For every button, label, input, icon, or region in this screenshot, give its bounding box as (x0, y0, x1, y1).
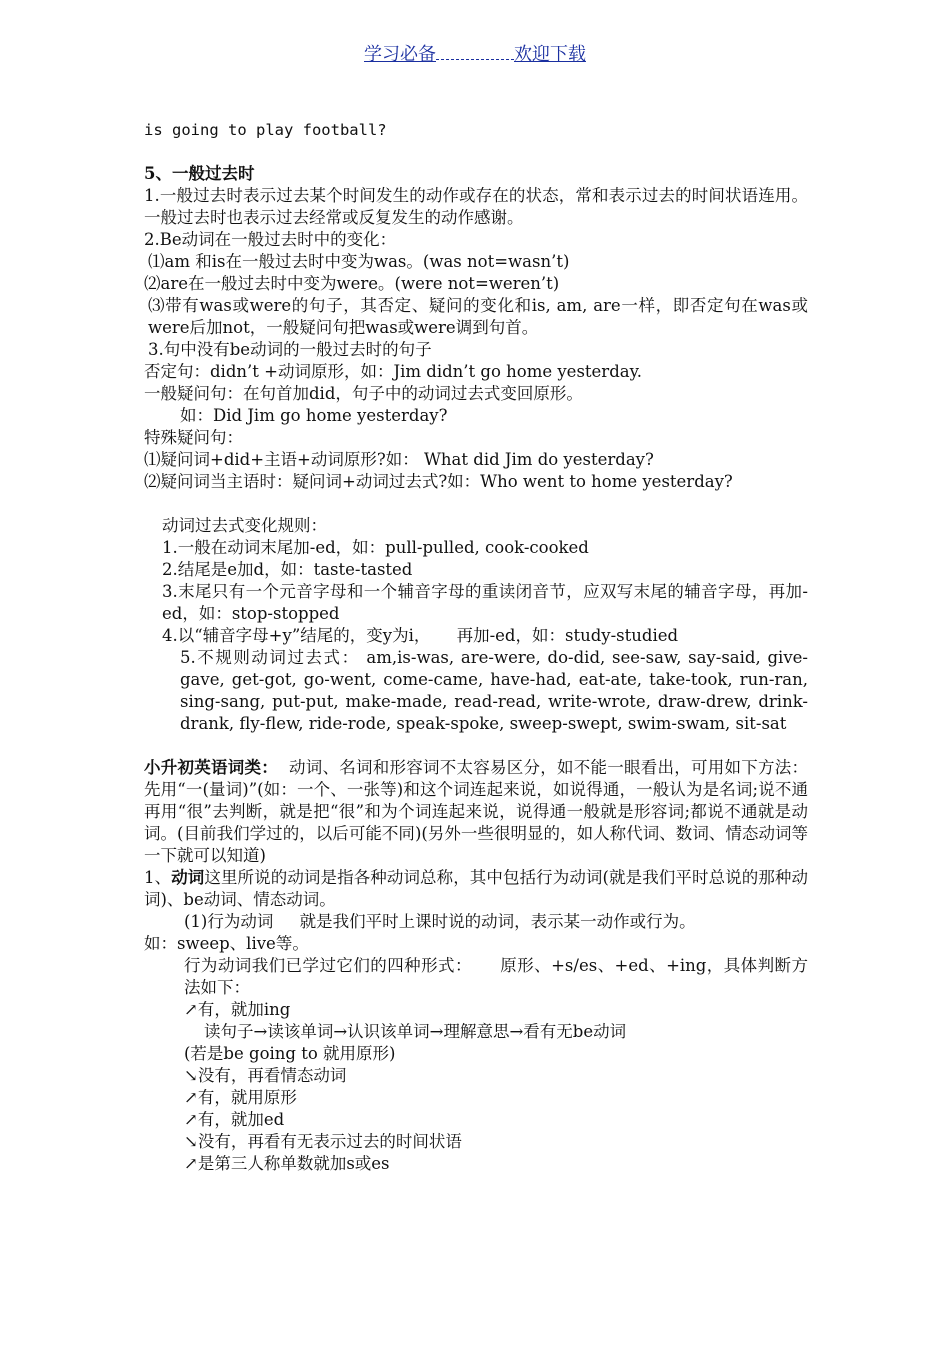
text-line: is going to play football? (144, 121, 387, 139)
text-line: (1)行为动词 就是我们平时上课时说的动词，表示某一动作或行为。 (184, 912, 696, 931)
text-line: ↗有，就加ed (184, 1110, 285, 1129)
text-line: ⑵are在一般过去时中变为were。(were not=weren’t) (144, 274, 560, 293)
word-class-heading: 小升初英语词类： (144, 758, 278, 777)
text-line: 如：Did Jim go home yesterday? (180, 406, 448, 425)
text-line: 读句子→读该单词→认识该单词→理解意思→看有无be动词 (204, 1022, 627, 1041)
verb-heading: 动词 (171, 868, 205, 887)
text-line: 如：sweep、live等。 (144, 934, 309, 953)
text-line: (若是be going to 就用原形) (184, 1044, 396, 1063)
text-line: ↗有，就用原形 (184, 1088, 297, 1107)
text-line: 3.句中没有be动词的一般过去时的句子 (148, 340, 432, 359)
text-paragraph: 5.不规则动词过去式： am,is-was, are-were, do-did, see-saw, say-said, give-gave, get-got, go-went, come-came, have-had, eat-ate, take-took, run-ran, sing-sang, put-put, make-made, read-read, write-wrote, draw-drew, drink-drank, fly-flew, ride-rode, speak-spoke, sweep-swept, swim-swam, sit-sat (180, 648, 814, 733)
section-heading: 5、一般过去时 (144, 164, 255, 183)
text-line: ⑴疑问词+did+主语+动词原形?如： What did Jim do yesterday? (144, 450, 654, 469)
blank-line (144, 493, 808, 515)
text-line: ⑵疑问词当主语时：疑问词+动词过去式?如：Who went to home yesterday? (144, 472, 733, 491)
blank-line (144, 735, 808, 757)
document-body (144, 119, 835, 1175)
text-paragraph: ⑶带有was或were的句子，其否定、疑问的变化和is, am, are一样，即否定句在was或were后加not，一般疑问句把was或were调到句首。 (148, 296, 808, 337)
text-line: ↘没有，再看情态动词 (184, 1066, 347, 1085)
text-line: 1.一般在动词末尾加-ed，如：pull-pulled, cook-cooked (162, 538, 589, 557)
text-line: 否定句：didn’t +动词原形，如：Jim didn’t go home yesterday. (144, 362, 642, 381)
text-paragraph: 1.一般过去时表示过去某个时间发生的动作或存在的状态，常和表示过去的时间状语连用。一般过去时也表示过去经常或反复发生的动作感谢。 (144, 186, 808, 227)
page-header (0, 40, 950, 66)
text-line: 4.以“辅音字母+y”结尾的，变y为i， 再加-ed，如：study-studied (162, 626, 679, 645)
word-class-intro: 动词、名词和形容词不太容易区分，如不能一眼看出，可用如下方法： 先用“一(量词)”(如：一个、一张等)和这个词连起来说，如说得通，一般认为是名词;说不通再用“很”去判断，就是把“很”和为个词连起来说，说得通一般就是形容词;都说不通就是动词。(目前我们学过的，以后可能不同)(另外一些很明显的，如人称代词、数词、情态动词等一下就可以知道) (144, 758, 835, 865)
text-paragraph (144, 867, 808, 911)
text-line: 2.结尾是e加d，如：taste-tasted (162, 560, 413, 579)
item-number: 1、 (144, 868, 172, 887)
text-line: 动词过去式变化规则： (162, 516, 327, 535)
text-line: 2.Be动词在一般过去时中的变化： (144, 230, 397, 249)
text-paragraph: 行为动词我们已学过它们的四种形式： 原形、+s/es、+ed、+ing，具体判断方法如下： (184, 956, 808, 997)
header-right-text: 欢迎下载 (514, 44, 586, 65)
header-dashed-gap (436, 45, 514, 60)
text-line: 特殊疑问句： (144, 428, 243, 447)
header-left-text: 学习必备 (364, 44, 436, 65)
text-line: ↗有，就加ing (184, 1000, 291, 1019)
text-line: 一般疑问句：在句首加did，句子中的动词过去式变回原形。 (144, 384, 583, 403)
text-line: ↗是第三人称单数就加s或es (184, 1154, 390, 1173)
text-paragraph: 3.末尾只有一个元音字母和一个辅音字母的重读闭音节，应双写末尾的辅音字母，再加-ed，如：stop-stopped (162, 582, 808, 623)
blank-line (144, 141, 808, 163)
text-line: ↘没有，再看有无表示过去的时间状语 (184, 1132, 462, 1151)
text-line: ⑴am 和is在一般过去时中变为was。(was not=wasn’t) (148, 252, 570, 271)
text-paragraph (144, 757, 835, 867)
verb-description: 这里所说的动词是指各种动词总称，其中包括行为动词(就是我们平时总说的那种动词)、be动词、情态动词。 (144, 868, 809, 909)
